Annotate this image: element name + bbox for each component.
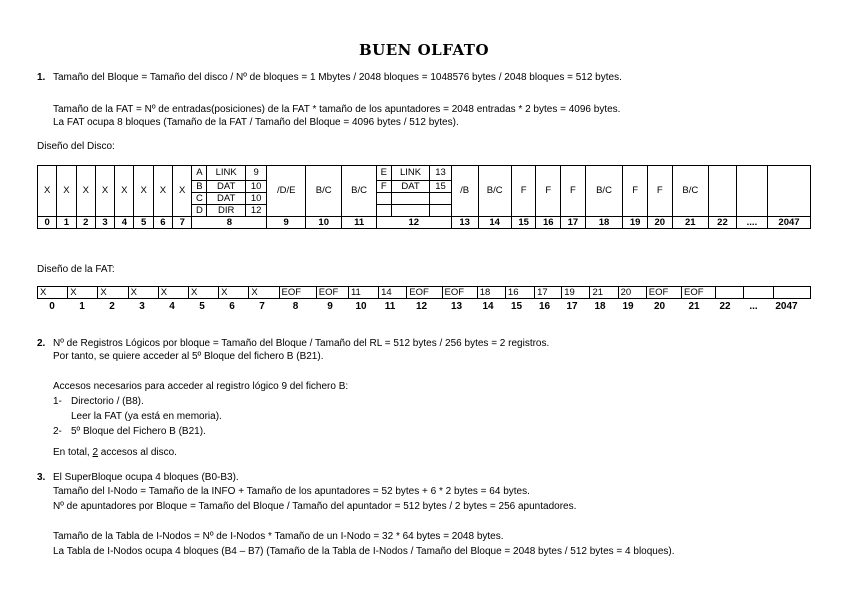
fat-entry (773, 287, 810, 299)
section-1-line-1: Tamaño del Bloque = Tamaño del disco / Nº de bloques = 1 Mbytes / 2048 bloques = 1048576 bytes / 2048 bloques = 512 bytes. (53, 72, 622, 83)
fat-index: 22 (719, 301, 731, 312)
dir1-start: 10 (245, 181, 266, 193)
fat-entry: X (38, 287, 68, 299)
fat-entry: 14 (379, 287, 407, 299)
section-2-number: 2. (37, 338, 46, 349)
fat-index: 6 (229, 301, 235, 312)
fat-index: 7 (259, 301, 265, 312)
fat-entry: 19 (562, 287, 590, 299)
dir2-start: 13 (430, 166, 451, 181)
dir1-start: 10 (245, 193, 266, 205)
dir2-empty (430, 193, 451, 205)
fat-entry: 16 (505, 287, 534, 299)
fat-entry: 21 (590, 287, 618, 299)
disk-index: 7 (173, 217, 192, 229)
disk-cell-dots (736, 166, 767, 217)
disk-cell-9: /D/E (267, 166, 306, 217)
disk-table (37, 165, 811, 229)
disk-index: 14 (478, 217, 511, 229)
disk-cell-7: X (173, 166, 192, 217)
disk-cell-6: X (153, 166, 172, 217)
fat-entry: 18 (477, 287, 505, 299)
dir1-start: 12 (245, 205, 266, 217)
page-title: BUEN OLFATO (358, 41, 490, 59)
dir2-empty (376, 205, 391, 217)
dir1-letter: C (192, 193, 207, 205)
section-2-step-1b: Leer la FAT (ya está en memoria). (71, 411, 222, 422)
total-count: 2 (92, 447, 99, 458)
fat-index: 11 (384, 301, 396, 312)
dir2-letter: F (376, 181, 391, 193)
dir1-name: LINK (207, 166, 246, 181)
disk-cell-16: F (536, 166, 561, 217)
disk-index: 9 (267, 217, 306, 229)
disk-cell-2047 (767, 166, 810, 217)
dir2-name: DAT (391, 181, 430, 193)
fat-entry (744, 287, 773, 299)
dir1-letter: B (192, 181, 207, 193)
disk-index: 18 (585, 217, 623, 229)
disk-index: 21 (672, 217, 708, 229)
fat-entry: 17 (535, 287, 562, 299)
disk-index: 1 (57, 217, 76, 229)
disk-cell-18: B/C (585, 166, 623, 217)
fat-table (37, 286, 811, 299)
disk-index: 11 (342, 217, 376, 229)
fat-index: 9 (327, 301, 333, 312)
fat-entry: EOF (316, 287, 348, 299)
section-2-step-1: Directorio / (B8). (71, 396, 144, 407)
disk-index: 15 (511, 217, 536, 229)
disk-label: Diseño del Disco: (37, 141, 115, 152)
section-2-line-3: Accesos necesarios para acceder al registro lógico 9 del fichero B: (53, 381, 349, 392)
disk-index: 13 (451, 217, 478, 229)
dir2-name: LINK (391, 166, 430, 181)
fat-entry: EOF (682, 287, 716, 299)
fat-entry: X (158, 287, 188, 299)
disk-index: 17 (561, 217, 586, 229)
disk-index: 3 (95, 217, 114, 229)
disk-index: 10 (306, 217, 342, 229)
section-3-line-1: El SuperBloque ocupa 4 bloques (B0-B3). (53, 472, 239, 483)
disk-index: 22 (709, 217, 737, 229)
disk-index: 12 (376, 217, 451, 229)
fat-index: 4 (169, 301, 175, 312)
fat-entry (716, 287, 744, 299)
fat-index: 8 (292, 301, 299, 312)
dir1-name: DAT (207, 181, 246, 193)
section-2-total (53, 447, 177, 459)
fat-index: 12 (415, 301, 428, 312)
fat-entry: EOF (442, 287, 477, 299)
dir1-name: DAT (207, 193, 246, 205)
section-2-step-2: 5º Bloque del Fichero B (B21). (71, 426, 206, 437)
fat-index: 20 (653, 301, 666, 312)
disk-cell-13: /B (451, 166, 478, 217)
fat-entry: 20 (618, 287, 646, 299)
disk-index: 5 (134, 217, 153, 229)
disk-index: 20 (647, 217, 672, 229)
fat-index: 3 (139, 301, 145, 312)
section-2-step-2-number: 2- (53, 426, 62, 437)
disk-cell-15: F (511, 166, 536, 217)
disk-cell-5: X (134, 166, 153, 217)
dir2-letter: E (376, 166, 391, 181)
section-3-line-4: Tamaño de la Tabla de I-Nodos = Nº de I-Nodos * Tamaño de un I-Nodo = 32 * 64 bytes = 2048 bytes. (53, 531, 504, 542)
disk-cell-19: F (623, 166, 648, 217)
disk-cell-17: F (561, 166, 586, 217)
dir2-start: 15 (430, 181, 451, 193)
fat-index: 13 (450, 301, 463, 312)
dir2-empty (391, 193, 430, 205)
fat-index: ... (749, 301, 758, 312)
disk-cell-20: F (647, 166, 672, 217)
fat-entry: X (188, 287, 218, 299)
disk-index: 19 (623, 217, 648, 229)
fat-entry: X (128, 287, 158, 299)
disk-index: 16 (536, 217, 561, 229)
fat-entry: X (249, 287, 279, 299)
fat-entry: X (68, 287, 98, 299)
fat-index: 2047 (775, 301, 798, 312)
fat-entry: EOF (407, 287, 442, 299)
disk-index: .... (736, 217, 767, 229)
section-3-number: 3. (37, 472, 46, 483)
dir1-letter: A (192, 166, 207, 181)
fat-label: Diseño de la FAT: (37, 264, 115, 275)
fat-index: 19 (622, 301, 634, 312)
disk-cell-2: X (76, 166, 95, 217)
fat-entry: EOF (279, 287, 316, 299)
fat-index: 5 (199, 301, 205, 312)
disk-index: 2 (76, 217, 95, 229)
disk-cell-3: X (95, 166, 114, 217)
section-3-line-3: Nº de apuntadores por Bloque = Tamaño del Bloque / Tamaño del apuntador = 512 bytes / 2 bytes = 256 apuntadores. (53, 501, 577, 512)
fat-index: 1 (79, 301, 85, 312)
disk-cell-14: B/C (478, 166, 511, 217)
dir2-empty (430, 205, 451, 217)
fat-entry: EOF (646, 287, 681, 299)
disk-index: 4 (115, 217, 134, 229)
fat-index: 18 (594, 301, 606, 312)
section-3-line-5: La Tabla de I-Nodos ocupa 4 bloques (B4 – B7) (Tamaño de la Tabla de I-Nodos / Tamaño del Bloque = 2048 bytes / 512 bytes = 4 bloques). (53, 546, 675, 557)
fat-index: 10 (355, 301, 367, 312)
disk-cell-4: X (115, 166, 134, 217)
disk-cell-22 (709, 166, 737, 217)
disk-cell-10: B/C (306, 166, 342, 217)
disk-cell-11: B/C (342, 166, 376, 217)
fat-index: 2 (109, 301, 115, 312)
dir2-empty (376, 193, 391, 205)
disk-cell-0: X (38, 166, 57, 217)
section-1-line-2: Tamaño de la FAT = Nº de entradas(posiciones) de la FAT * tamaño de los apuntadores = 2048 entradas * 2 bytes = 4096 bytes. (53, 104, 621, 115)
total-prefix: En total, (53, 447, 93, 458)
section-1-line-3: La FAT ocupa 8 bloques (Tamaño de la FAT / Tamaño del Bloque = 4096 bytes / 512 bytes). (53, 117, 459, 128)
disk-cell-21: B/C (672, 166, 708, 217)
section-1-number: 1. (37, 72, 46, 83)
fat-index: 21 (688, 301, 700, 312)
section-2-line-1: Nº de Registros Lógicos por bloque = Tamaño del Bloque / Tamaño del RL = 512 bytes / 256 bytes = 2 registros. (53, 338, 550, 349)
disk-index: 8 (192, 217, 267, 229)
fat-entry: X (219, 287, 249, 299)
dir1-letter: D (192, 205, 207, 217)
fat-entry: X (98, 287, 128, 299)
dir1-start: 9 (245, 166, 266, 181)
fat-index: 0 (49, 301, 55, 312)
disk-index: 2047 (767, 217, 810, 229)
fat-index: 14 (482, 301, 494, 312)
total-suffix: accesos al disco. (98, 447, 177, 458)
dir1-name: DIR (207, 205, 246, 217)
fat-index: 16 (538, 301, 551, 312)
section-2-line-2: Por tanto, se quiere acceder al 5º Bloque del fichero B (B21). (53, 351, 324, 362)
section-3-line-2: Tamaño del I-Nodo = Tamaño de la INFO + Tamaño de los apuntadores = 52 bytes + 6 * 2 bytes = 64 bytes. (53, 486, 530, 497)
disk-index: 6 (153, 217, 172, 229)
disk-index: 0 (38, 217, 57, 229)
disk-cell-1: X (57, 166, 76, 217)
fat-index: 17 (566, 301, 578, 312)
fat-entry: 11 (348, 287, 378, 299)
dir2-empty (391, 205, 430, 217)
fat-index: 15 (510, 301, 523, 312)
section-2-step-1-number: 1- (53, 396, 62, 407)
